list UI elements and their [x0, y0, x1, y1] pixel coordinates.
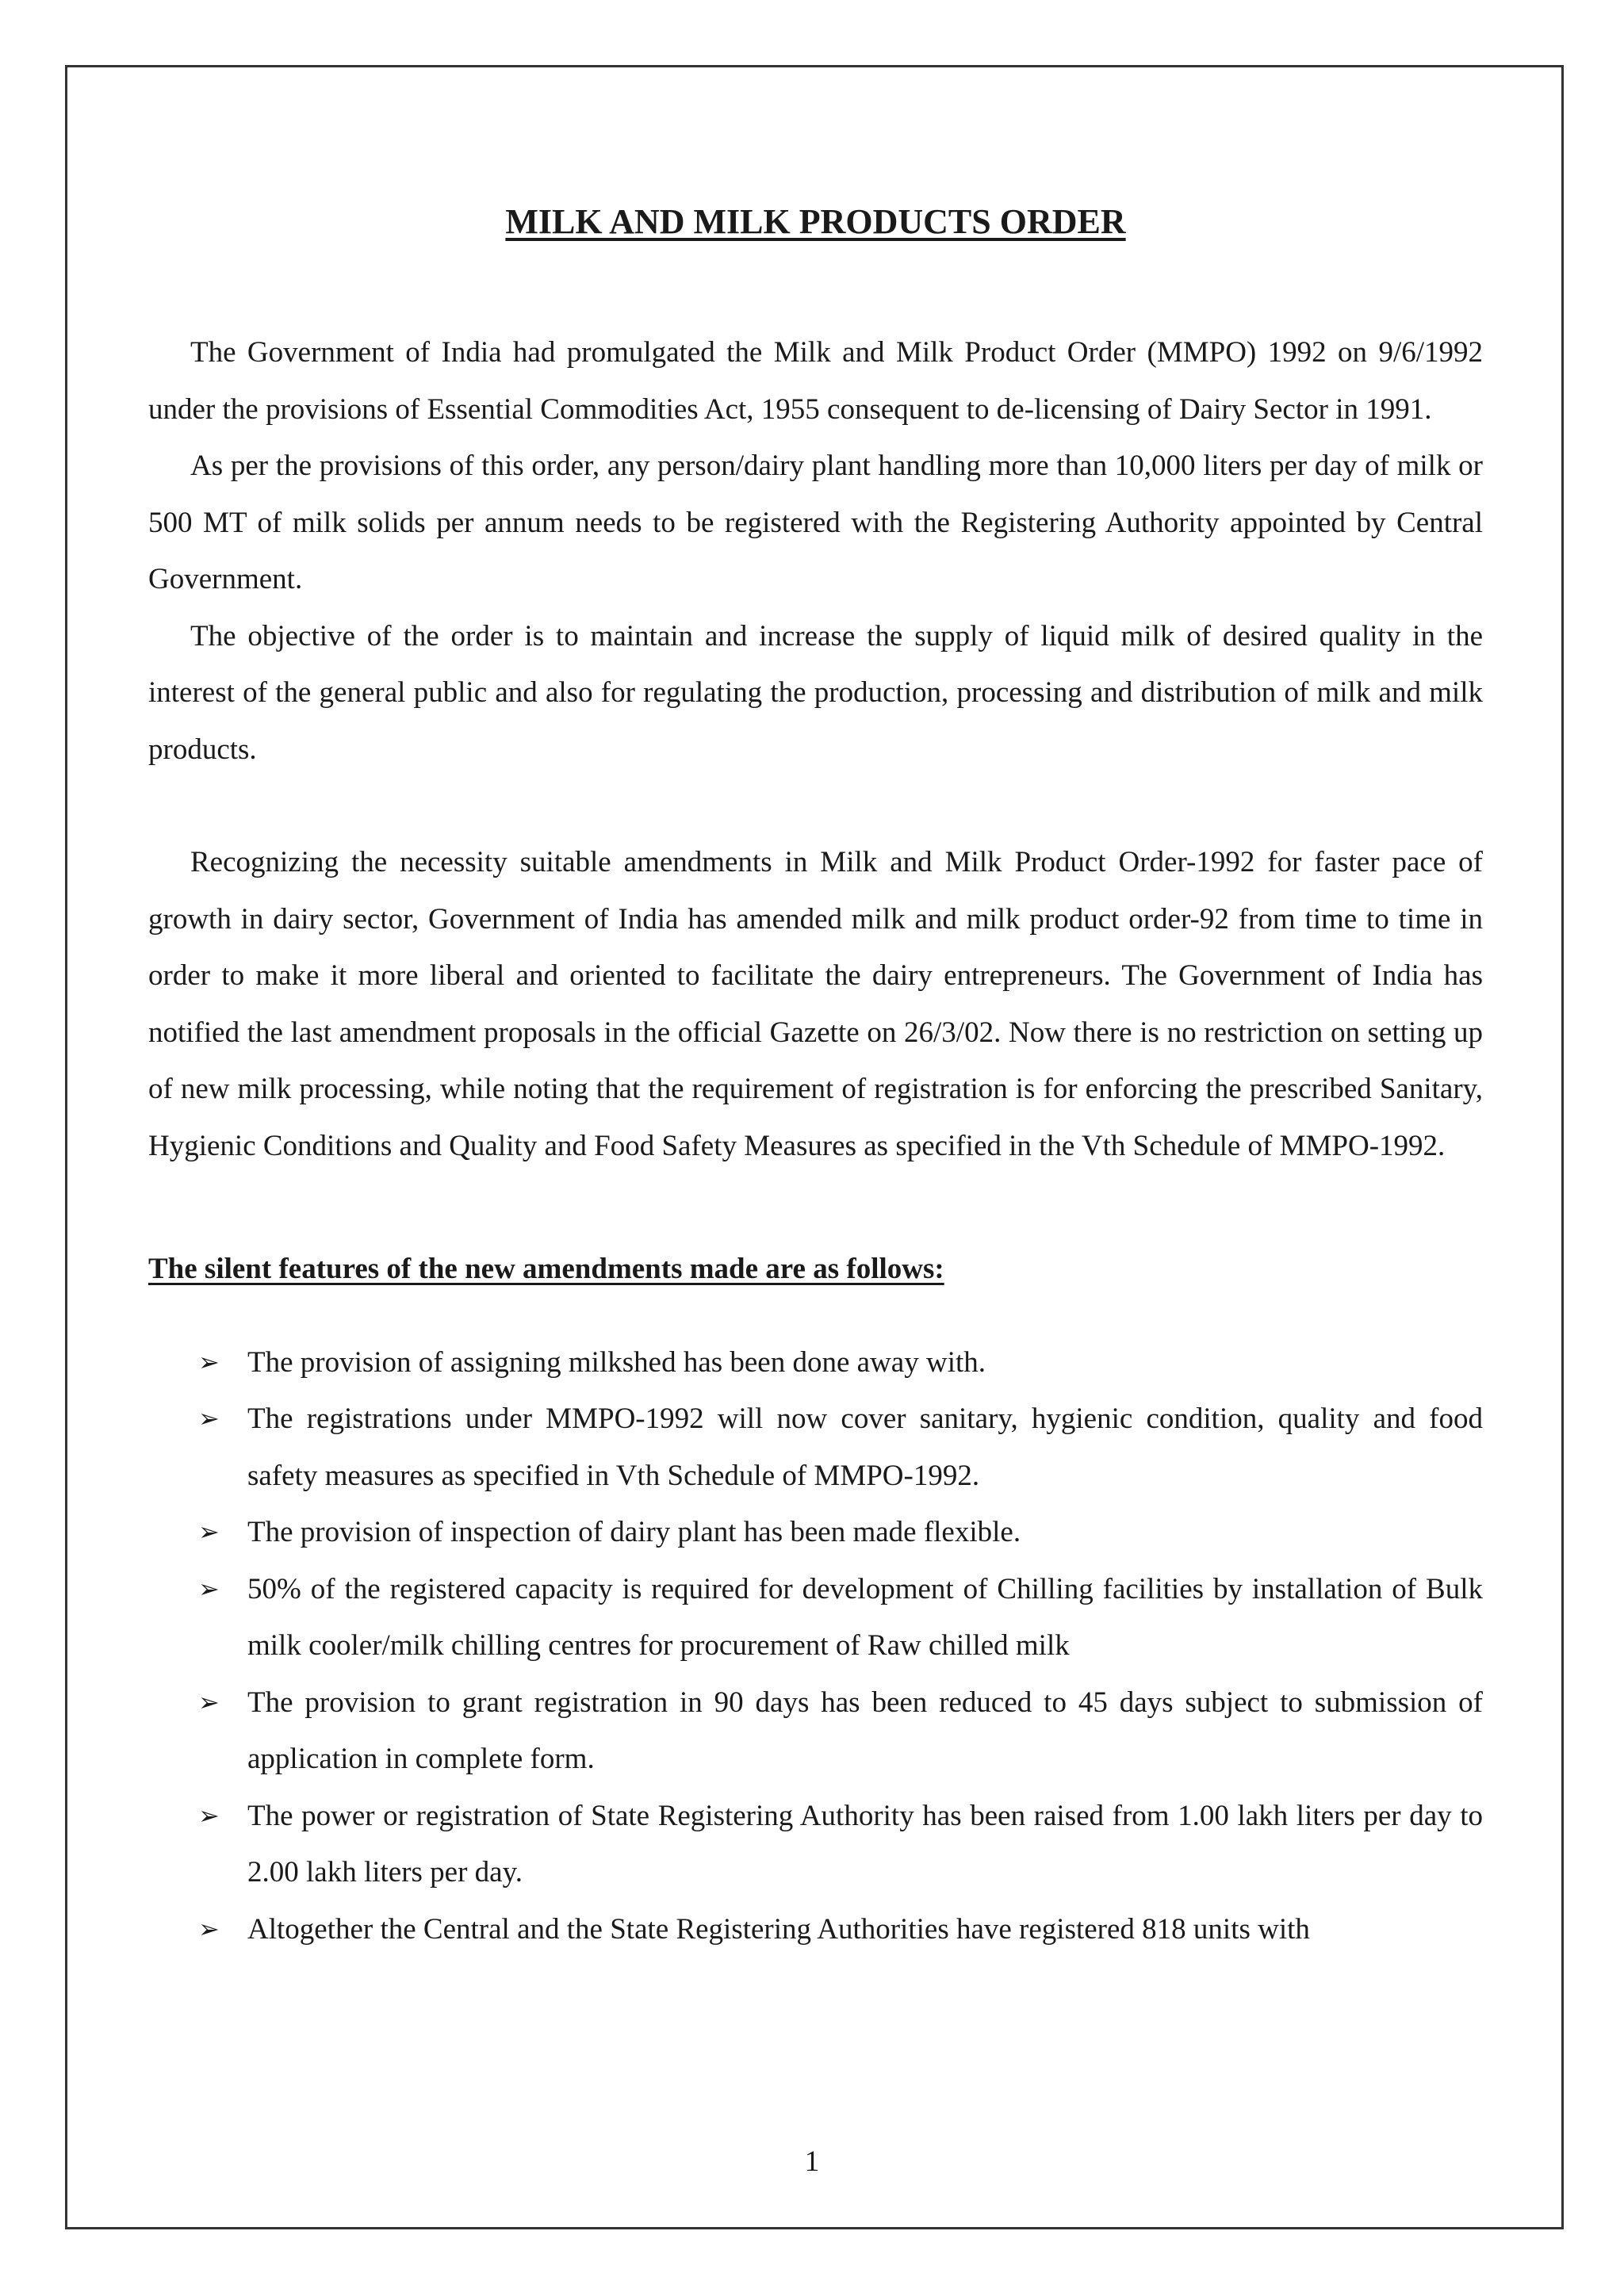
list-item-text: Altogether the Central and the State Registering Authorities have registered 818 units with: [247, 1912, 1310, 1946]
arrowhead-bullet-icon: ➢: [198, 1913, 220, 1944]
list-item-text: The registrations under MMPO-1992 will now cover sanitary, hygienic condition, quality and food safety measures as specified in Vth Schedule of MMPO-1992.: [247, 1402, 1483, 1492]
paragraph-objective: The objective of the order is to maintain and increase the supply of liquid milk of desired quality in the interest of the general public and also for regulating the production, processing and distribution of milk and milk products.: [148, 619, 1483, 766]
list-item: [148, 1334, 1483, 1391]
list-item-text: The power or registration of State Registering Authority has been raised from 1.00 lakh liters per day to 2.00 lakh liters per day.: [247, 1799, 1483, 1888]
list-item-text: The provision of assigning milkshed has been done away with.: [247, 1345, 986, 1379]
arrowhead-bullet-icon: ➢: [198, 1346, 220, 1377]
spacer: [148, 246, 1483, 324]
arrowhead-bullet-icon: ➢: [198, 1517, 220, 1547]
spacer: [148, 1298, 1483, 1334]
paragraph-amendments: Recognizing the necessity suitable amendments in Milk and Milk Product Order-1992 for faster pace of growth in dairy sector, Government of India has amended milk and milk product order-92 from time to time in order to make it more liberal and oriented to facilitate the dairy entrepreneurs. The Government of India has notified the last amendment proposals in the official Gazette on 26/3/02. Now there is no restriction on setting up of new milk processing, while noting that the requirement of registration is for enforcing the prescribed Sanitary, Hygienic Conditions and Quality and Food Safety Measures as specified in the Vth Schedule of MMPO-1992.: [148, 846, 1483, 1162]
spacer: [148, 1174, 1483, 1241]
arrowhead-bullet-icon: ➢: [198, 1573, 220, 1604]
list-item-text: 50% of the registered capacity is required for development of Chilling facilities by installation of Bulk milk cooler/milk chilling centres for procurement of Raw chilled milk: [247, 1572, 1483, 1662]
section-heading: The silent features of the new amendments made are as follows:: [148, 1253, 944, 1285]
features-list: [148, 1334, 1483, 1958]
paragraph-intro: The Government of India had promulgated the Milk and Milk Product Order (MMPO) 1992 on 9/6/1992 under the provisions of Essential Commodities Act, 1955 consequent to de-licensing of Dairy Sector in 1991.: [148, 336, 1483, 426]
arrowhead-bullet-icon: ➢: [198, 1403, 220, 1433]
arrowhead-bullet-icon: ➢: [198, 1686, 220, 1717]
list-item: [148, 1674, 1483, 1788]
list-item-text: The provision to grant registration in 90 days has been reduced to 45 days subject to submission of application in complete form.: [247, 1686, 1483, 1775]
list-item: [148, 1901, 1483, 1958]
list-item: [148, 1788, 1483, 1901]
document-title: MILK AND MILK PRODUCTS ORDER: [505, 202, 1126, 241]
spacer: [148, 778, 1483, 834]
page-number: 1: [804, 2145, 820, 2178]
list-item: [148, 1561, 1483, 1674]
document-body: [148, 198, 1483, 1957]
list-item: [148, 1504, 1483, 1561]
list-item-text: The provision of inspection of dairy plant has been made flexible.: [247, 1516, 1021, 1548]
list-item: [148, 1391, 1483, 1504]
paragraph-provisions: As per the provisions of this order, any person/dairy plant handling more than 10,000 liters per day of milk or 500 MT of milk solids per annum needs to be registered with the Registering Authority appointed by Central Government.: [148, 450, 1483, 595]
arrowhead-bullet-icon: ➢: [198, 1800, 220, 1831]
